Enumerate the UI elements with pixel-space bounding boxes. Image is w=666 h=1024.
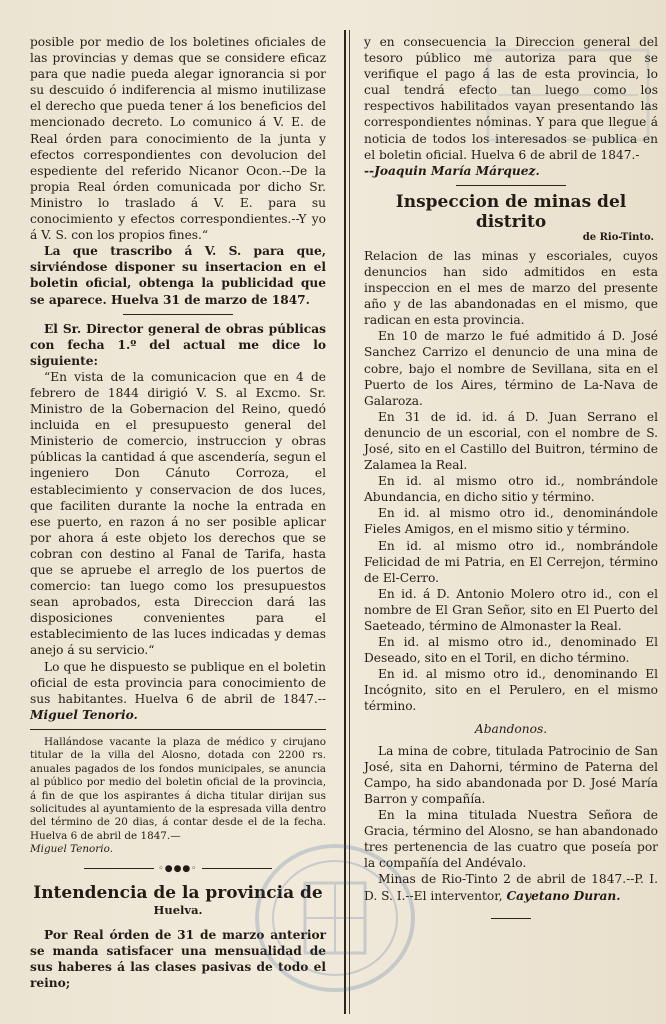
paragraph: posible por medio de los boletines oficiales de las provincias y demas que se considere eficaz para que nadie pueda alegar ignorancia si por su descuido ó indiferencia al mismo inutilizase el derecho que pueda tener á los beneficios del mencionado decreto. Lo comunico á V. E. de Real órden para conocimiento de la junta y efectos correspondientes con devolucion del espediente del referido Nicanor Ocon.--De la propia Real órden comunicada por dicho Sr. Ministro lo traslado á V. E. para su conocimiento y efectos correspondientes.--Y yo á V. S. con los propios fines.“ [30, 35, 326, 243]
subsection-title: Abandonos. [474, 721, 548, 736]
entry: En la mina titulada Nuestra Señora de Gracia, término del Alosno, se han abandonado tres pertenencia de las cuatro que poseía por la compañía del Andévalo. [364, 808, 658, 871]
paragraph: y en consecuencia la Direccion general del tesoro público me autoriza para que se verifique el pago á las de esta provincia, lo cual tendrá efecto tan luego como los respectivos habilitados vayan presentando las correspondientes nóminas. Y para que llegue á noticia de todos los interesados se publica en el boletin oficial. Huelva 6 de abril de 1847.- [364, 35, 658, 162]
library-stamp-icon [250, 838, 420, 998]
divider [30, 729, 326, 730]
entry: En 31 de id. id. á D. Juan Serrano el denuncio de un escorial, con el nombre de S. José, sito en el Castillo del Buitron, término de Zalamea la Real. [364, 409, 658, 473]
entry: En id. al mismo otro id., denominado El Deseado, sito en el Toril, en dicho término. [364, 635, 658, 666]
paragraph: Lo que he dispuesto se publique en el boletin oficial de esta provincia para conocimiento de sus habitantes. Huelva 6 de abril de 1847.-- [30, 659, 326, 706]
entry: La mina de cobre, titulada Patrocinio de San José, sita en Dahorni, término de Paterna del Campo, ha sido abandonada por D. José María Barron y compañía. [364, 743, 658, 806]
paragraph: “En vista de la comunicacion que en 4 de febrero de 1844 dirigió V. S. al Excmo. Sr. Ministro de la Gobernacion del Reino, quedó incluida en el presupuesto general del Ministerio de comercio, instruccion y obras públicas la cantidad á que ascendería, segun el ingeniero Don Cánuto Corroza, el establecimiento y conservacion de dos luces, que faciliten durante la noche la entrada en ese puerto, en razon á no ser posible aplicar por ahora á este objeto los derechos que se cobran con destino al Fanal de Tarifa, hasta que se apruebe el arreglo de los puertos de comercio: tan luego como los presupuestos sean aprobados, esta Direccion dará las disposiciones convenientes para el establecimiento de las luces indicadas y demas anejo á su servicio.“ [30, 369, 326, 658]
section-subheading: de Rio-Tinto. [582, 231, 654, 243]
section-heading: Intendencia de la provincia de [33, 882, 323, 903]
signature: --Joaquin María Márquez. [364, 163, 540, 178]
signature: Miguel Tenorio. [30, 707, 138, 722]
paragraph: Por Real órden de 31 de marzo anterior se manda satisfacer una mensualidad de sus haberes á las clases pasivas de todo el reino; [30, 927, 326, 990]
ornament-divider: ◦●●●◦ [30, 861, 326, 877]
entry: En id. al mismo otro id., nombrándole Abundancia, en dicho sitio y término. [364, 474, 658, 505]
signature: Cayetano Duran. [506, 888, 621, 903]
divider [456, 185, 566, 186]
notice-paragraph: Hallándose vacante la plaza de médico y cirujano titular de la villa del Alosno, dotada con 2200 rs. anuales pagados de los fondos municipales, se anuncia al público por medio del boletin oficial de la provincia, á fin de que los aspirantes á dicha titular dirijan sus solicitudes al ayuntamiento de la espresada villa dentro del término de 20 dias, á contar desde el de la fecha. Huelva 6 de abril de 1847.— [30, 735, 326, 842]
paragraph: La que trascribo á V. S. para que, sirviéndose disponer su insertacion en el boletin oficial, obtenga la publicidad que se aparece. Huelva 31 de marzo de 1847. [30, 244, 326, 307]
entry: En id. á D. Antonio Molero otro id., con el nombre de El Gran Señor, sito en El Puerto del Saeteado, término de Almonaster la Real. [364, 586, 658, 633]
signature: Miguel Tenorio. [30, 843, 113, 856]
paragraph: Relacion de las minas y escoriales, cuyos denuncios han sido admitidos en esta inspeccion en el mes de marzo del presente año y de las abandonadas en el mismo, que radican en esta provincia. [364, 248, 658, 328]
divider [123, 314, 233, 315]
entry: En id. al mismo otro id., nombrándole Felicidad de mi Patria, en El Cerrejon, término de El-Cerro. [364, 538, 658, 585]
entry: En 10 de marzo le fué admitido á D. José Sanchez Carrizo el denuncio de una mina de cobre, bajo el nombre de Sevillana, sita en el Puerto de los Aires, término de La-Nava de Galaroza. [364, 329, 658, 408]
section-subheading: Huelva. [153, 902, 203, 917]
entry: En id. al mismo otro id., denominando El Incógnito, sito en el Perulero, en el mismo término. [364, 667, 658, 714]
closing-text: Minas de Rio-Tinto 2 de abril de 1847.--P. I. D. S. I.--El interventor, [364, 872, 658, 903]
section-heading: Inspeccion de minas del distrito [395, 191, 627, 232]
bleed-through-mark-icon [478, 40, 658, 150]
paragraph: El Sr. Director general de obras públicas con fecha 1.º del actual me dice lo siguiente: [30, 321, 326, 368]
entry: En id. al mismo otro id., denominándole Fieles Amigos, en el mismo sitio y término. [364, 506, 658, 537]
